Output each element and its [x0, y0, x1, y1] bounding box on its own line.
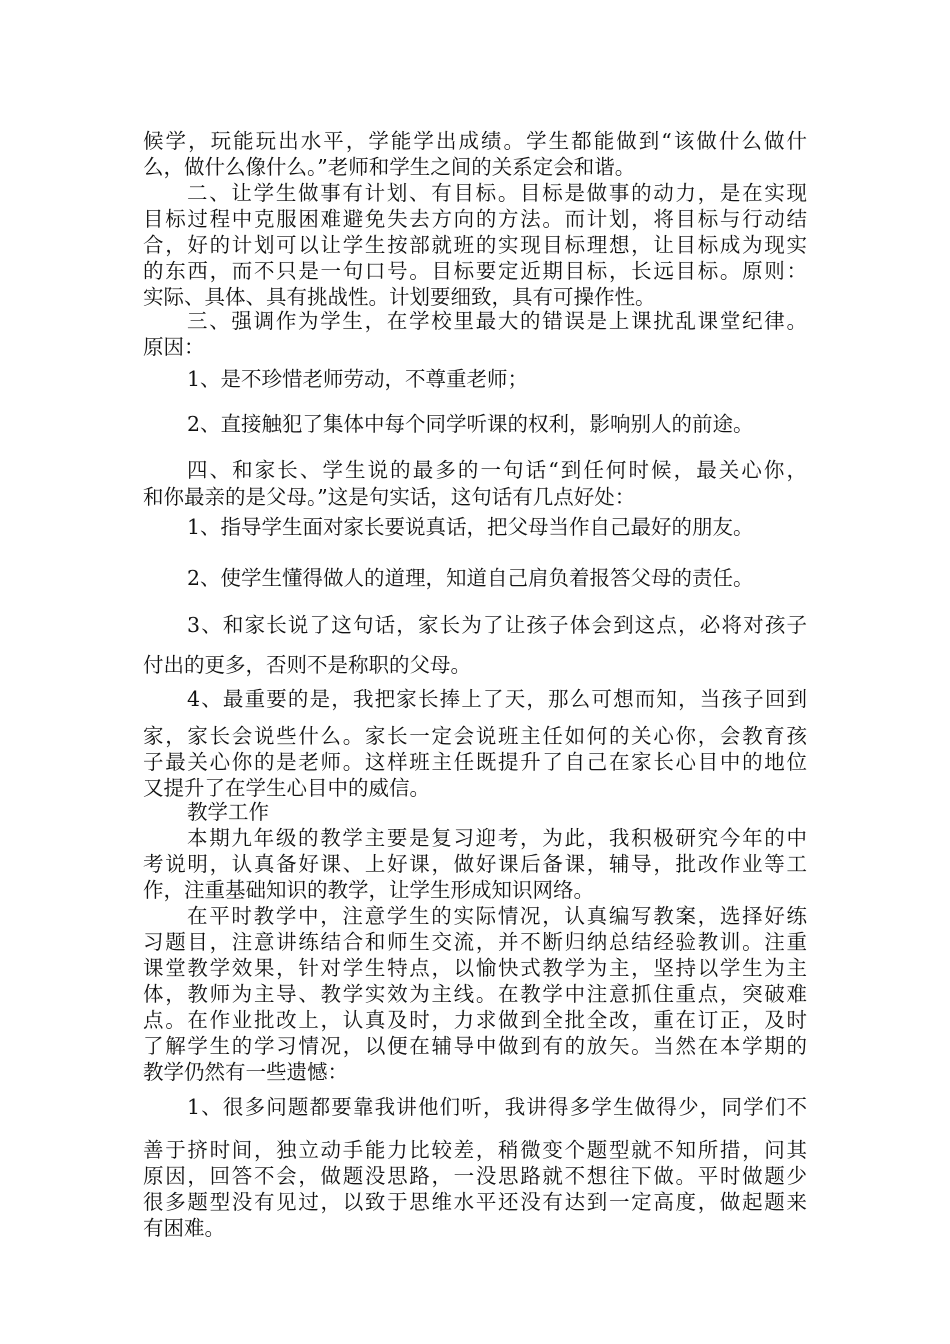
list-item: 1、是不珍惜老师劳动，不尊重老师；: [187, 367, 529, 391]
text-line: 和你最亲的是父母。”这是句实话，这句话有几点好处：: [143, 485, 636, 509]
document-page: [143, 0, 807, 1344]
text-line: 的东西，而不只是一句口号。目标要定近期目标，长远目标。原则：: [143, 259, 807, 283]
text-line: 点。在作业批改上，认真及时，力求做到全批全改，重在订正，及时: [143, 1008, 807, 1032]
text-line: 又提升了在学生心目中的威信。: [143, 776, 430, 800]
text-line: 善于挤时间，独立动手能力比较差，稍微变个题型就不知所措，问其: [143, 1138, 807, 1162]
text-line: 很多题型没有见过，以致于思维水平还没有达到一定高度，做起题来: [143, 1190, 807, 1214]
text-line: 付出的更多，否则不是称职的父母。: [143, 653, 471, 677]
text-line: 作，注重基础知识的教学，让学生形成知识网络。: [143, 878, 594, 902]
text-line: 教学仍然有一些遗憾：: [143, 1060, 348, 1084]
list-item: 2、直接触犯了集体中每个同学听课的权利，影响别人的前途。: [187, 412, 754, 436]
text-line: 实际、具体、具有挑战性。计划要细致，具有可操作性。: [143, 285, 656, 309]
list-item: 3、和家长说了这句话，家长为了让孩子体会到这点，必将对孩子: [187, 613, 807, 637]
paragraph-line: 本期九年级的教学主要是复习迎考，为此，我积极研究今年的中: [187, 826, 807, 850]
text-line: 子最关心你的是老师。这样班主任既提升了自己在家长心目中的地位: [143, 750, 807, 774]
paragraph-line: 四、和家长、学生说的最多的一句话“到任何时候，最关心你，: [187, 458, 807, 482]
text-line: 家，家长会说些什么。家长一定会说班主任如何的关心你，会教育孩: [143, 724, 807, 748]
text-line: 目标过程中克服困难避免失去方向的方法。而计划，将目标与行动结: [143, 207, 807, 231]
text-line: 么，做什么像什么。”老师和学生之间的关系定会和谐。: [143, 155, 636, 179]
section-heading: 教学工作: [187, 800, 269, 824]
list-item: 2、使学生懂得做人的道理，知道自己肩负着报答父母的责任。: [187, 566, 754, 590]
paragraph-line: 三、强调作为学生，在学校里最大的错误是上课扰乱课堂纪律。: [187, 309, 807, 333]
text-line: 了解学生的学习情况，以便在辅导中做到有的放矢。当然在本学期的: [143, 1034, 807, 1058]
list-item: 1、很多问题都要靠我讲他们听，我讲得多学生做得少，同学们不: [187, 1095, 807, 1119]
text-line: 原因：: [143, 335, 205, 359]
text-line: 习题目，注意讲练结合和师生交流，并不断归纳总结经验教训。注重: [143, 930, 807, 954]
text-line: 课堂教学效果，针对学生特点，以愉快式教学为主，坚持以学生为主: [143, 956, 807, 980]
list-item: 1、指导学生面对家长要说真话，把父母当作自己最好的朋友。: [187, 515, 754, 539]
paragraph-line: 二、让学生做事有计划、有目标。目标是做事的动力，是在实现: [187, 181, 807, 205]
text-line: 有困难。: [143, 1216, 225, 1240]
text-line: 考说明，认真备好课、上好课，做好课后备课，辅导，批改作业等工: [143, 852, 807, 876]
text-line: 候学，玩能玩出水平，学能学出成绩。学生都能做到“该做什么做什: [143, 129, 807, 153]
list-item: 4、最重要的是，我把家长捧上了天，那么可想而知，当孩子回到: [187, 687, 807, 711]
text-line: 合，好的计划可以让学生按部就班的实现目标理想，让目标成为现实: [143, 233, 807, 257]
text-line: 原因，回答不会，做题没思路，一没思路就不想往下做。平时做题少: [143, 1164, 807, 1188]
paragraph-line: 在平时教学中，注意学生的实际情况，认真编写教案，选择好练: [187, 904, 807, 928]
text-line: 体，教师为主导、教学实效为主线。在教学中注意抓住重点，突破难: [143, 982, 807, 1006]
